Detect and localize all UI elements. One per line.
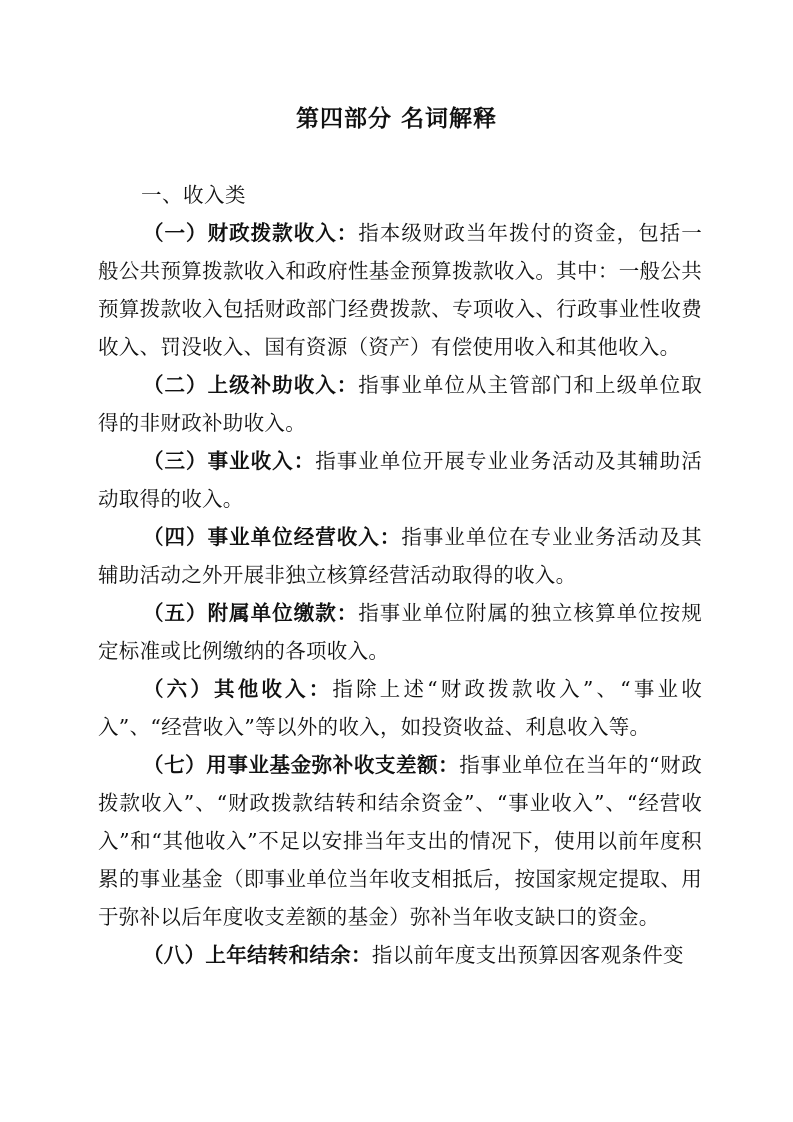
definition-text: 指本级财政当年拨付的资金，包括一般公共预算拨款收入和政府性基金预算拨款收入。其中：一般公共预算拨款收入包括财政部门经费拨款、专项收入、行政事业性收费收入、罚没收入、国有资源（资产）有偿使用收入和其他收入。 xyxy=(98,221,702,359)
document-body xyxy=(98,176,702,974)
definition-term: （四）事业单位经营收入： xyxy=(143,525,402,549)
definition-term: （二）上级补助收入： xyxy=(143,373,359,397)
definition-term: （三）事业收入： xyxy=(143,449,316,473)
definition-term: （七）用事业基金弥补收支差额： xyxy=(143,753,460,777)
definition-text: 指事业单位开展专业业务活动及其辅助活动取得的收入。 xyxy=(98,449,703,511)
page-title: 第四部分 名词解释 xyxy=(295,106,497,132)
definition-term: （一）财政拨款收入： xyxy=(143,221,359,245)
definition-paragraph-3 xyxy=(98,442,702,518)
definition-term: （五）附属单位缴款： xyxy=(143,601,359,625)
definition-text: 指事业单位从主管部门和上级单位取得的非财政补助收入。 xyxy=(98,373,702,435)
definition-text: 指事业单位在专业业务活动及其辅助活动之外开展非独立核算经营活动取得的收入。 xyxy=(98,525,703,587)
definition-term: （六）其他收入： xyxy=(143,677,333,701)
definition-paragraph-1 xyxy=(98,214,702,366)
definition-paragraph-2 xyxy=(98,366,702,442)
definition-paragraph-8 xyxy=(98,936,702,974)
section-heading: 一、收入类 xyxy=(141,183,246,207)
definition-text: 指除上述“财政拨款收入”、“事业收入”、“经营收入”等以外的收入，如投资收益、利息收入等。 xyxy=(98,677,702,739)
definition-paragraph-5 xyxy=(98,594,702,670)
definition-term: （八）上年结转和结余： xyxy=(143,943,372,967)
definition-text: 指事业单位附属的独立核算单位按规定标准或比例缴纳的各项收入。 xyxy=(98,601,702,663)
definition-text: 指以前年度支出预算因客观条件变 xyxy=(371,943,684,967)
definition-paragraph-4 xyxy=(98,518,702,594)
definition-paragraph-6 xyxy=(98,670,702,746)
definition-text: 指事业单位在当年的“财政拨款收入”、“财政拨款结转和结余资金”、“事业收入”、“经营收入”和“其他收入”不足以安排当年支出的情况下，使用以前年度积累的事业基金（即事业单位当年收支相抵后，按国家规定提取、用于弥补以后年度收支差额的基金）弥补当年收支缺口的资金。 xyxy=(98,753,702,929)
definition-paragraph-7 xyxy=(98,746,702,936)
